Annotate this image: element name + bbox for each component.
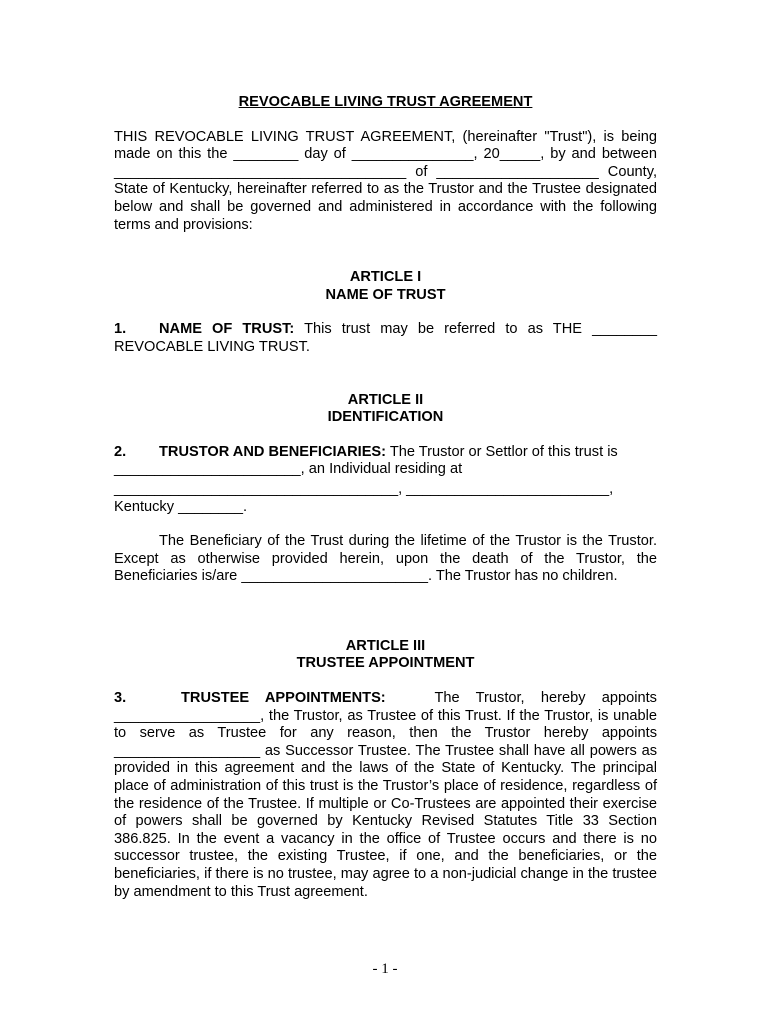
clause-number: 3.: [114, 690, 127, 707]
document-page: [114, 94, 657, 901]
clause-text-line-1: The Trustor or Settlor of this trust is: [389, 443, 618, 460]
clause-label: NAME OF TRUST:: [159, 321, 295, 338]
clause-label: TRUSTEE APPOINTMENTS:: [181, 690, 386, 707]
clause-text: The Trustor, hereby appoints __________________, the Trustor, as Trustee of this Trust. If the Trustor, is unable to serve as Trustee for any reason, then the Trustor hereby appoints __________________ as Successor Trustee. The Trustee shall have all powers as provided in this agreement and the laws of the State of Kentucky. The principal place of administration of this trust is the Trustor’s place of residence, regardless of the residence of the Trustee. If multiple or Co-Trustees are appointed their exercise of powers shall be governed by Kentucky Revised Statutes Title 33 Section 386.825. In the event a vacancy in the office of Trustee occurs and there is no successor trustee, the existing Trustee, if one, and the beneficiaries, or the beneficiaries, if there is no trustee, may agree to a non-judicial change in the trustee by amendment to this Trust agreement.: [114, 690, 657, 900]
article-3-clause: [114, 690, 657, 901]
clause-label: TRUSTOR AND BENEFICIARIES:: [159, 443, 387, 460]
clause-number: 2.: [114, 443, 127, 460]
article-1-subheading: NAME OF TRUST: [325, 286, 446, 303]
article-1-clause: [114, 321, 657, 356]
article-2-heading: ARTICLE II: [347, 391, 424, 408]
article-3-heading: ARTICLE III: [345, 637, 426, 654]
clause-text-line-2: _______________________, an Individual residing at: [114, 461, 463, 478]
document-title: REVOCABLE LIVING TRUST AGREEMENT: [238, 94, 533, 110]
clause-text-line-4: Kentucky ________.: [114, 498, 248, 515]
article-2-beneficiary-paragraph: The Beneficiary of the Trust during the lifetime of the Trustor is the Trustor. Except as otherwise provided herein, upon the death of the Trustor, the Beneficiaries is/are _______________________. The Trustor has no children.: [114, 533, 657, 585]
clause-number: 1.: [114, 321, 127, 338]
article-2-clause: [114, 444, 657, 516]
article-3-subheading: TRUSTEE APPOINTMENT: [296, 655, 475, 672]
page-number: - 1 -: [372, 961, 398, 977]
intro-paragraph: THIS REVOCABLE LIVING TRUST AGREEMENT, (hereinafter "Trust"), is being made on this the ________ day of _______________, 20_____, by and between ____________________________________ of ____________________ County, State of Kentucky, hereinafter referred to as the Trustor and the Trustee designated below and shall be governed and administered in accordance with the following terms and provisions:: [114, 128, 657, 233]
article-2-subheading: IDENTIFICATION: [327, 409, 444, 426]
clause-text-line-3: ___________________________________, _________________________,: [114, 480, 614, 497]
clause-text: This trust may be referred to as THE ________ REVOCABLE LIVING TRUST.: [114, 321, 657, 355]
article-1-heading: ARTICLE I: [349, 269, 422, 286]
